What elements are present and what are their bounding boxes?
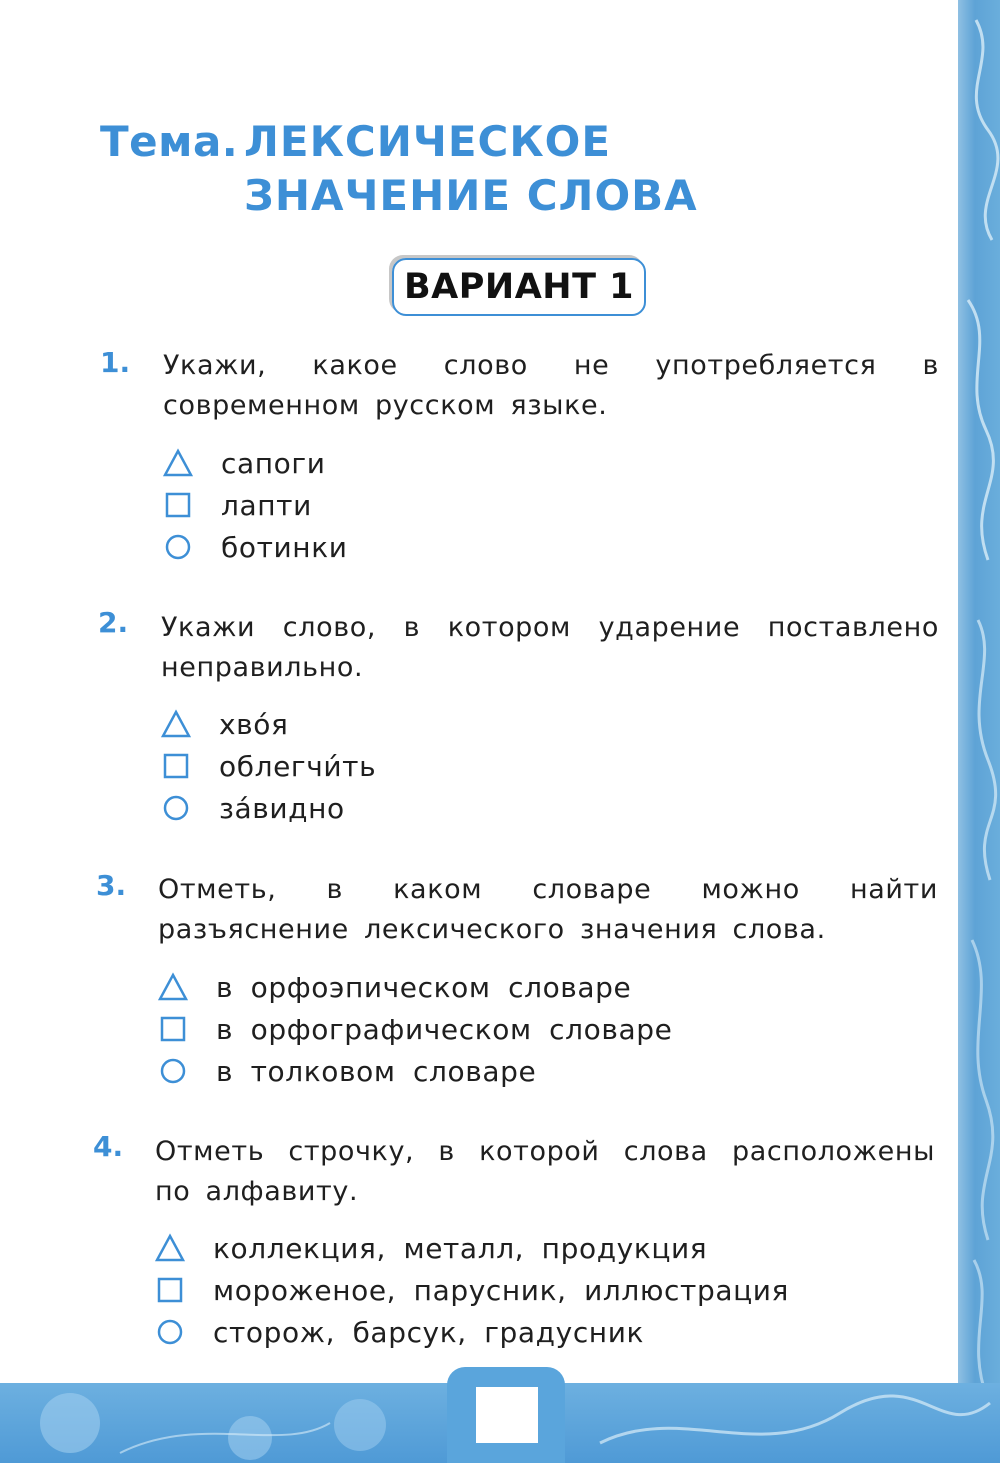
answer-option[interactable]: [161, 747, 376, 785]
option-label: облегчи́ть: [219, 749, 377, 783]
question-text: Отметь строчку, в которой слова расположены по алфавиту.: [155, 1136, 935, 1207]
option-label: коллекция, металл, продукция: [213, 1231, 708, 1265]
question-number: 4.: [93, 1130, 124, 1163]
triangle-icon[interactable]: [161, 709, 191, 739]
decorative-side-strip: [958, 0, 1000, 1463]
answer-option[interactable]: [155, 1229, 707, 1267]
answer-option[interactable]: [155, 1271, 789, 1309]
circle-icon[interactable]: [158, 1056, 188, 1086]
topic-label: Тема.: [100, 117, 239, 166]
square-icon[interactable]: [163, 490, 193, 520]
answer-option[interactable]: [161, 789, 345, 827]
option-label: хвóя: [219, 707, 289, 741]
question-number: 3.: [96, 869, 127, 902]
answer-option[interactable]: [158, 1010, 672, 1048]
answer-option[interactable]: [161, 705, 288, 743]
option-label: в орфографическом словаре: [216, 1012, 673, 1046]
answer-option[interactable]: [163, 486, 312, 524]
option-label: мороженое, парусник, иллюстрация: [213, 1273, 789, 1307]
option-label: лапти: [221, 488, 312, 522]
triangle-icon[interactable]: [155, 1233, 185, 1263]
circle-icon[interactable]: [155, 1317, 185, 1347]
square-icon[interactable]: [161, 751, 191, 781]
variant-badge: ВАРИАНТ 1: [392, 258, 646, 316]
option-label: сторож, барсук, градусник: [213, 1315, 645, 1349]
option-label: в орфоэпическом словаре: [216, 970, 632, 1004]
square-icon[interactable]: [158, 1014, 188, 1044]
option-label: в толковом словаре: [216, 1054, 537, 1088]
option-label: зáвидно: [219, 791, 345, 825]
triangle-icon[interactable]: [163, 448, 193, 478]
answer-option[interactable]: [155, 1313, 644, 1351]
question-text: Укажи, какое слово не употребляется в современном русском языке.: [163, 350, 939, 421]
circle-icon[interactable]: [161, 793, 191, 823]
topic-title-line-2: ЗНАЧЕНИЕ СЛОВА: [244, 171, 698, 220]
answer-option[interactable]: [163, 444, 326, 482]
answer-option[interactable]: [163, 528, 348, 566]
answer-option[interactable]: [158, 968, 631, 1006]
question-text: Укажи слово, в котором ударение поставлено неправильно.: [161, 612, 939, 683]
answer-option[interactable]: [158, 1052, 536, 1090]
topic-title-line-1: ЛЕКСИЧЕСКОЕ: [244, 117, 612, 166]
circle-icon[interactable]: [163, 532, 193, 562]
triangle-icon[interactable]: [158, 972, 188, 1002]
option-label: ботинки: [221, 530, 348, 564]
question-text: Отметь, в каком словаре можно найти разъяснение лексического значения слова.: [158, 874, 938, 945]
page-number-box: [476, 1387, 538, 1443]
option-label: сапоги: [221, 446, 326, 480]
question-number: 2.: [98, 606, 129, 639]
square-icon[interactable]: [155, 1275, 185, 1305]
question-number: 1.: [100, 346, 131, 379]
